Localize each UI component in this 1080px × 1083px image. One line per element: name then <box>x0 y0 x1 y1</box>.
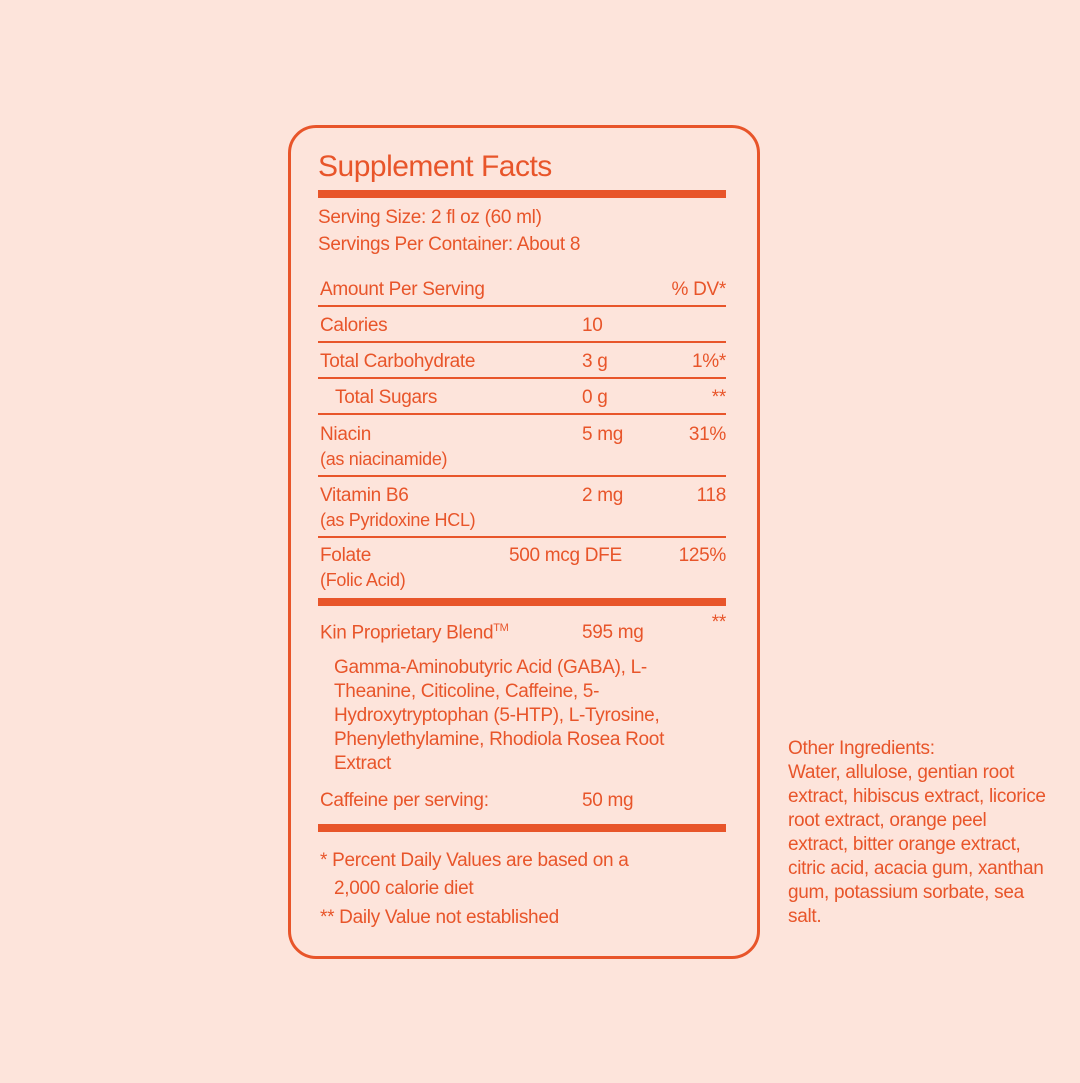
footnote-divider <box>318 824 726 832</box>
nutrient-amount-sugars: 0 g <box>582 387 608 408</box>
blend-dv: ** <box>711 612 726 633</box>
dv-header: % DV* <box>671 279 726 300</box>
nutrient-amount-calories: 10 <box>582 315 603 336</box>
blend-ingredients: Gamma-Aminobutyric Acid (GABA), L-Theanine, Citicoline, Caffeine, 5-Hydroxytryptophan (5-HTP), L-Tyrosine, Phenylethylamine, Rhodiola Rosea Root Extract <box>334 657 665 774</box>
nutrient-amount-folate: 500 mcg DFE <box>509 545 622 566</box>
nutrient-amount-vitamin-b6: 2 mg <box>582 485 624 506</box>
row-divider <box>318 341 726 343</box>
serving-size: Serving Size: 2 fl oz (60 ml) <box>318 207 542 228</box>
nutrient-name-folate: Folate <box>320 545 372 566</box>
nutrient-dv-carbohydrate: 1%* <box>692 351 726 372</box>
blend-divider <box>318 598 726 606</box>
footnote-not-established: ** Daily Value not established <box>320 907 559 928</box>
nutrient-source-niacin: (as niacinamide) <box>320 449 448 469</box>
nutrient-dv-vitamin-b6: 118 <box>696 485 726 506</box>
label-title: Supplement Facts <box>318 150 552 183</box>
caffeine-amount: 50 mg <box>582 790 634 811</box>
trademark-mark: TM <box>493 622 509 634</box>
other-ingredients-list: Water, allulose, gentian root extract, hibiscus extract, licorice root extract, orange peel extract, bitter orange extract, citric acid, acacia gum, xanthan gum, potassium sorbate, sea salt. <box>788 762 1046 927</box>
blend-amount: 595 mg <box>582 622 644 643</box>
nutrient-source-vitamin-b6: (as Pyridoxine HCL) <box>320 510 476 530</box>
row-divider <box>318 413 726 415</box>
other-ingredients <box>788 737 1048 929</box>
nutrient-dv-niacin: 31% <box>688 424 726 445</box>
nutrient-amount-carbohydrate: 3 g <box>582 351 608 372</box>
nutrient-name-sugars: Total Sugars <box>335 387 438 408</box>
nutrient-dv-sugars: ** <box>711 387 726 408</box>
row-divider <box>318 305 726 307</box>
nutrient-dv-folate: 125% <box>678 545 726 566</box>
nutrient-amount-niacin: 5 mg <box>582 424 624 445</box>
servings-per-container: Servings Per Container: About 8 <box>318 234 581 255</box>
nutrient-name-carbohydrate: Total Carbohydrate <box>320 351 476 372</box>
row-divider <box>318 475 726 477</box>
row-divider <box>318 377 726 379</box>
blend-name: Kin Proprietary Blend™ <box>320 622 509 644</box>
caffeine-label: Caffeine per serving: <box>320 790 489 811</box>
nutrient-name-calories: Calories <box>320 315 388 336</box>
footnote-percent-dv-cont: 2,000 calorie diet <box>334 878 474 899</box>
row-divider <box>318 536 726 538</box>
title-divider <box>318 190 726 198</box>
nutrient-name-niacin: Niacin <box>320 424 371 445</box>
other-ingredients-heading: Other Ingredients: <box>788 738 935 759</box>
nutrient-source-folate: (Folic Acid) <box>320 570 406 590</box>
nutrient-name-vitamin-b6: Vitamin B6 <box>320 485 409 506</box>
footnote-percent-dv: * Percent Daily Values are based on a <box>320 850 629 871</box>
amount-header: Amount Per Serving <box>320 279 485 300</box>
